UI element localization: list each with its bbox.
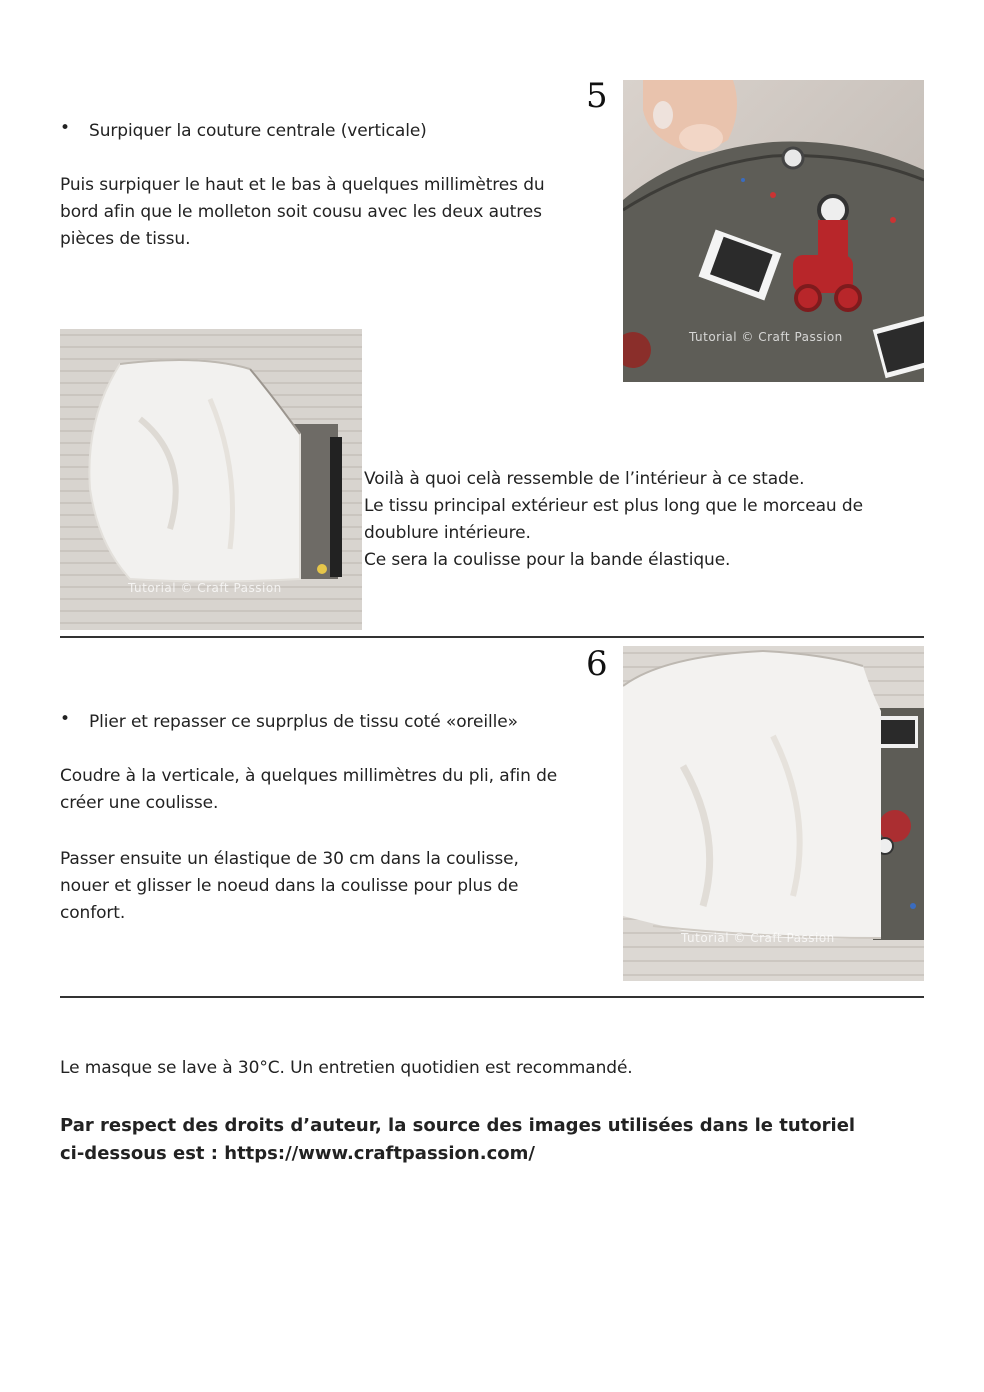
text-line: Ce sera la coulisse pour la bande élastique. — [364, 550, 731, 570]
step-5-paragraph — [60, 172, 620, 253]
section-divider — [60, 996, 924, 998]
step-5-photo-top — [623, 80, 924, 382]
text-line: Le tissu principal extérieur est plus long que le morceau de — [364, 496, 863, 516]
watermark: Tutorial © Craft Passion — [689, 330, 843, 344]
section-divider — [60, 636, 924, 638]
text-line: pièces de tissu. — [60, 229, 191, 249]
text-line: nouer et glisser le noeud dans la coulisse pour plus de — [60, 876, 519, 896]
step-6-photo — [623, 646, 924, 981]
care-instructions: Le masque se lave à 30°C. Un entretien quotidien est recommandé. — [60, 1058, 633, 1078]
text-line: confort. — [60, 903, 126, 923]
bullet-dot-icon: • — [60, 118, 71, 138]
text-line: Par respect des droits d’auteur, la source des images utilisées dans le tutoriel — [60, 1115, 856, 1136]
step-5-number: 5 — [586, 76, 608, 116]
step-6-paragraph-2 — [60, 846, 620, 927]
step-6-bullet-text: Plier et repasser ce suprplus de tissu coté «oreille» — [89, 712, 518, 732]
text-line: Puis surpiquer le haut et le bas à quelques millimètres du — [60, 175, 545, 195]
text-line: Passer ensuite un élastique de 30 cm dans la coulisse, — [60, 849, 519, 869]
watermark: Tutorial © Craft Passion — [681, 931, 835, 945]
step-5-note — [364, 466, 924, 574]
text-line: doublure intérieure. — [364, 523, 531, 543]
text-line: bord afin que le molleton soit cousu avec les deux autres — [60, 202, 542, 222]
watermark: Tutorial © Craft Passion — [128, 581, 282, 595]
copyright-notice — [60, 1112, 924, 1168]
step-5-bullet-text: Surpiquer la couture centrale (verticale) — [89, 121, 427, 141]
text-line: ci-dessous est : https://www.craftpassion.com/ — [60, 1143, 535, 1164]
text-line: créer une coulisse. — [60, 793, 219, 813]
step-6-number: 6 — [586, 644, 608, 684]
step-6-paragraph-1 — [60, 763, 620, 817]
bullet-dot-icon: • — [60, 709, 71, 729]
text-line: Coudre à la verticale, à quelques millimètres du pli, afin de — [60, 766, 558, 786]
step-5-photo-left — [60, 329, 362, 630]
text-line: Voilà à quoi celà ressemble de l’intérieur à ce stade. — [364, 469, 805, 489]
